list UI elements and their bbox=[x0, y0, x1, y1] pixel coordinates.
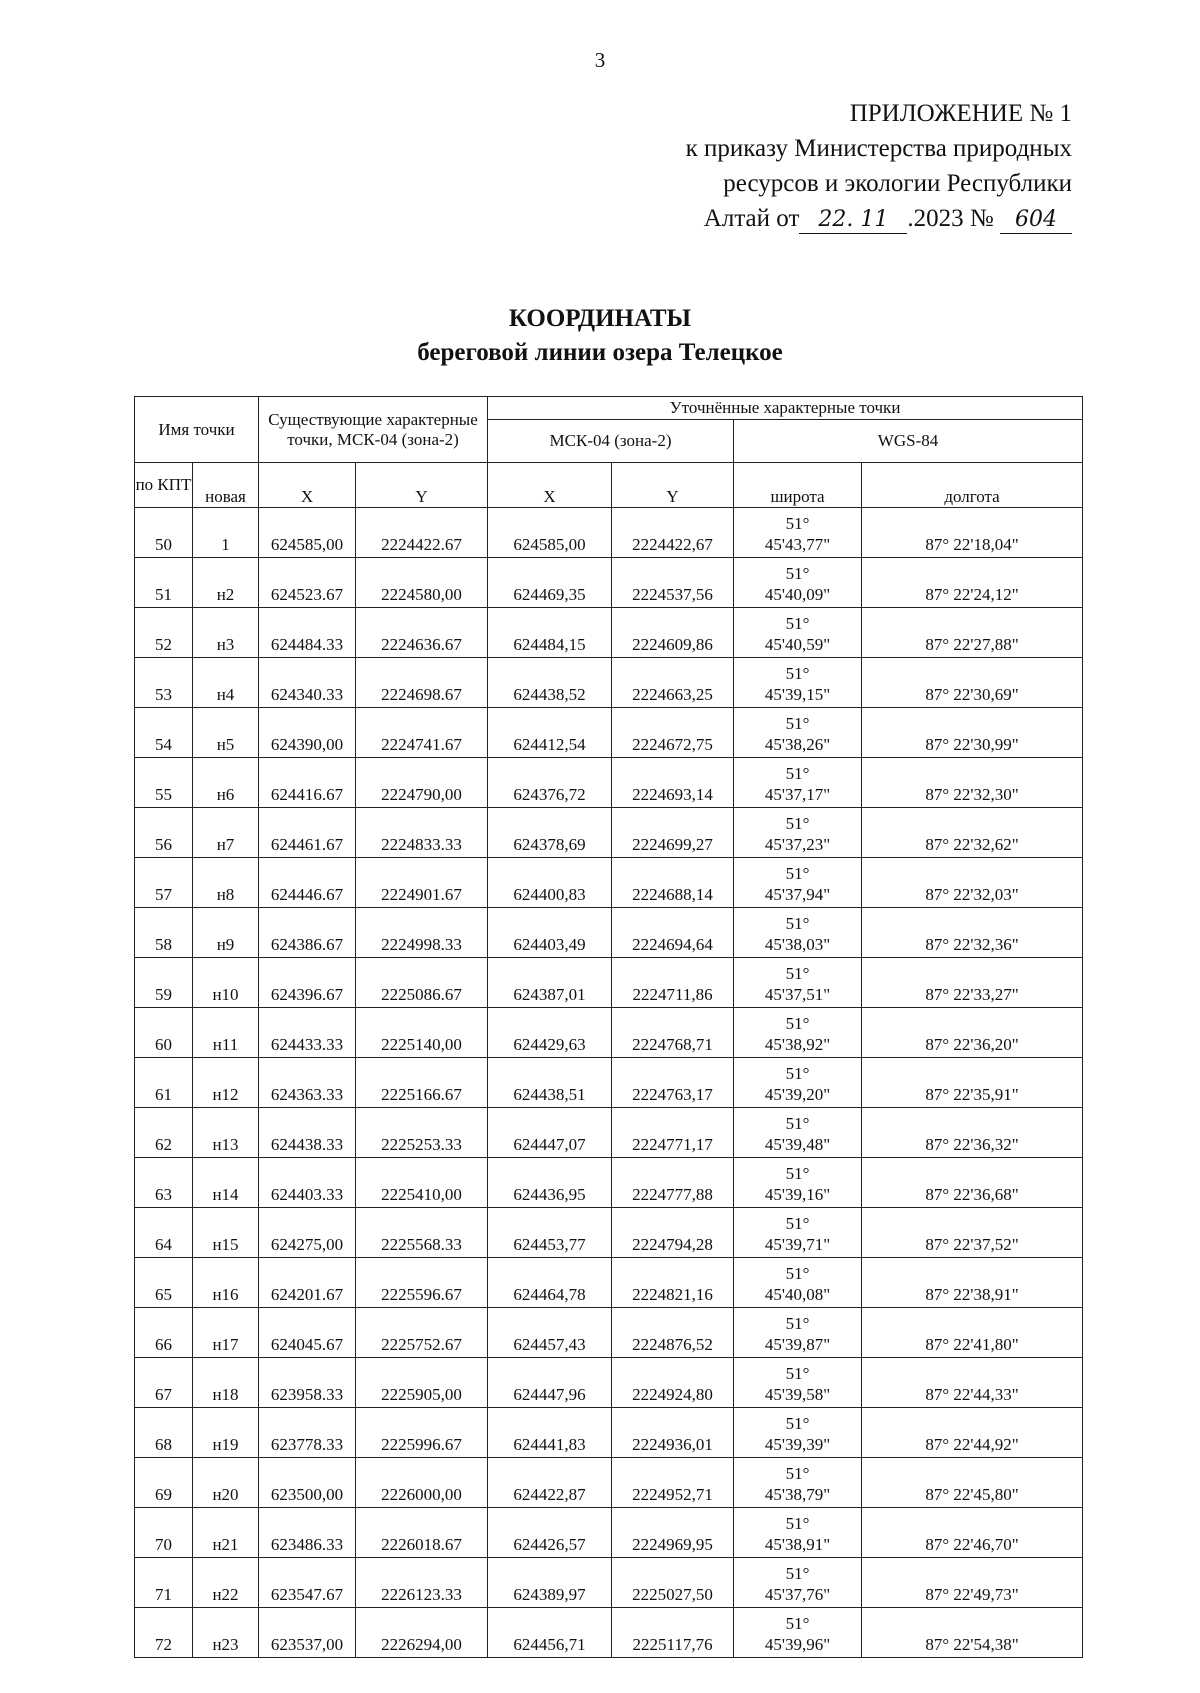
header-point-name: Имя точки bbox=[135, 397, 259, 463]
cell-x-refined: 624436,95 bbox=[488, 1158, 612, 1208]
table-row bbox=[135, 1158, 1083, 1208]
cell-x-refined: 624389,97 bbox=[488, 1558, 612, 1608]
cell-y-refined: 2224952,71 bbox=[612, 1458, 734, 1508]
latitude-degrees: 51° bbox=[785, 1264, 810, 1283]
cell-new: н3 bbox=[193, 608, 259, 658]
page-number: 3 bbox=[594, 48, 606, 72]
cell-new: н7 bbox=[193, 808, 259, 858]
cell-x-existing: 624438.33 bbox=[259, 1108, 356, 1158]
cell-x-existing: 624396.67 bbox=[259, 958, 356, 1008]
cell-new: 1 bbox=[193, 508, 259, 558]
cell-latitude bbox=[734, 508, 862, 558]
latitude-minutes-seconds: 45'39,87" bbox=[764, 1335, 831, 1354]
cell-new: н9 bbox=[193, 908, 259, 958]
cell-kpt: 61 bbox=[135, 1058, 193, 1108]
cell-x-refined: 624447,96 bbox=[488, 1358, 612, 1408]
cell-longitude: 87° 22'54,38" bbox=[862, 1608, 1083, 1658]
cell-latitude bbox=[734, 1258, 862, 1308]
cell-y-refined: 2224821,16 bbox=[612, 1258, 734, 1308]
cell-y-existing: 2225086.67 bbox=[356, 958, 488, 1008]
cell-new: н13 bbox=[193, 1108, 259, 1158]
latitude-minutes-seconds: 45'40,08" bbox=[764, 1285, 831, 1304]
cell-y-refined: 2224699,27 bbox=[612, 808, 734, 858]
latitude-minutes-seconds: 45'43,77" bbox=[764, 535, 831, 554]
cell-longitude: 87° 22'46,70" bbox=[862, 1508, 1083, 1558]
cell-y-existing: 2226123.33 bbox=[356, 1558, 488, 1608]
header-longitude: долгота bbox=[862, 463, 1083, 508]
cell-longitude: 87° 22'41,80" bbox=[862, 1308, 1083, 1358]
latitude-minutes-seconds: 45'39,20" bbox=[764, 1085, 831, 1104]
cell-latitude bbox=[734, 1158, 862, 1208]
cell-y-existing: 2226000,00 bbox=[356, 1458, 488, 1508]
cell-x-refined: 624376,72 bbox=[488, 758, 612, 808]
cell-y-refined: 2224694,64 bbox=[612, 908, 734, 958]
cell-x-existing: 624523.67 bbox=[259, 558, 356, 608]
cell-new: н23 bbox=[193, 1608, 259, 1658]
latitude-minutes-seconds: 45'39,39" bbox=[764, 1435, 831, 1454]
cell-x-refined: 624441,83 bbox=[488, 1408, 612, 1458]
appendix-date-prefix: Алтай от bbox=[703, 205, 800, 232]
table-row bbox=[135, 1258, 1083, 1308]
latitude-degrees: 51° bbox=[785, 664, 810, 683]
cell-kpt: 53 bbox=[135, 658, 193, 708]
cell-x-existing: 624484.33 bbox=[259, 608, 356, 658]
appendix-year: .2023 № bbox=[907, 205, 994, 232]
latitude-minutes-seconds: 45'38,26" bbox=[764, 735, 831, 754]
cell-x-existing: 624403.33 bbox=[259, 1158, 356, 1208]
cell-kpt: 62 bbox=[135, 1108, 193, 1158]
cell-y-refined: 2224936,01 bbox=[612, 1408, 734, 1458]
cell-new: н16 bbox=[193, 1258, 259, 1308]
document-title bbox=[0, 302, 1200, 370]
latitude-minutes-seconds: 45'38,92" bbox=[764, 1035, 831, 1054]
header-refined-points: Уточнённые характерные точки bbox=[488, 397, 1083, 420]
latitude-minutes-seconds: 45'37,17" bbox=[764, 785, 831, 804]
latitude-minutes-seconds: 45'37,76" bbox=[764, 1585, 831, 1604]
cell-y-refined: 2225027,50 bbox=[612, 1558, 734, 1608]
handwritten-date: 22. 11 bbox=[799, 207, 907, 234]
cell-y-refined: 2224763,17 bbox=[612, 1058, 734, 1108]
latitude-degrees: 51° bbox=[785, 1614, 810, 1633]
cell-longitude: 87° 22'32,30" bbox=[862, 758, 1083, 808]
cell-x-refined: 624585,00 bbox=[488, 508, 612, 558]
header-msk: МСК-04 (зона-2) bbox=[488, 420, 734, 463]
header-wgs: WGS-84 bbox=[734, 420, 1083, 463]
cell-y-existing: 2224698.67 bbox=[356, 658, 488, 708]
cell-longitude: 87° 22'36,20" bbox=[862, 1008, 1083, 1058]
cell-y-refined: 2224609,86 bbox=[612, 608, 734, 658]
cell-x-existing: 624045.67 bbox=[259, 1308, 356, 1358]
cell-y-existing: 2224998.33 bbox=[356, 908, 488, 958]
cell-y-refined: 2224794,28 bbox=[612, 1208, 734, 1258]
table-row bbox=[135, 1208, 1083, 1258]
cell-y-refined: 2224969,95 bbox=[612, 1508, 734, 1558]
cell-longitude: 87° 22'32,03" bbox=[862, 858, 1083, 908]
cell-y-refined: 2224663,25 bbox=[612, 658, 734, 708]
cell-new: н5 bbox=[193, 708, 259, 758]
cell-y-existing: 2224833.33 bbox=[356, 808, 488, 858]
cell-y-refined: 2224672,75 bbox=[612, 708, 734, 758]
cell-y-refined: 2224688,14 bbox=[612, 858, 734, 908]
cell-new: н19 bbox=[193, 1408, 259, 1458]
latitude-minutes-seconds: 45'40,59" bbox=[764, 635, 831, 654]
latitude-minutes-seconds: 45'39,48" bbox=[764, 1135, 831, 1154]
cell-x-refined: 624456,71 bbox=[488, 1608, 612, 1658]
cell-kpt: 65 bbox=[135, 1258, 193, 1308]
appendix-title: ПРИЛОЖЕНИЕ № 1 bbox=[849, 100, 1072, 127]
cell-y-existing: 2225905,00 bbox=[356, 1358, 488, 1408]
cell-x-existing: 624201.67 bbox=[259, 1258, 356, 1308]
cell-latitude bbox=[734, 1208, 862, 1258]
cell-latitude bbox=[734, 858, 862, 908]
appendix-date-line bbox=[552, 201, 1072, 236]
table-row bbox=[135, 1308, 1083, 1358]
table-row bbox=[135, 658, 1083, 708]
cell-y-existing: 2224741.67 bbox=[356, 708, 488, 758]
latitude-degrees: 51° bbox=[785, 1214, 810, 1233]
cell-x-refined: 624457,43 bbox=[488, 1308, 612, 1358]
latitude-minutes-seconds: 45'38,91" bbox=[764, 1535, 831, 1554]
cell-y-existing: 2225568.33 bbox=[356, 1208, 488, 1258]
table-row bbox=[135, 908, 1083, 958]
cell-x-refined: 624400,83 bbox=[488, 858, 612, 908]
cell-kpt: 63 bbox=[135, 1158, 193, 1208]
cell-x-refined: 624438,51 bbox=[488, 1058, 612, 1108]
cell-x-refined: 624387,01 bbox=[488, 958, 612, 1008]
cell-kpt: 70 bbox=[135, 1508, 193, 1558]
latitude-degrees: 51° bbox=[785, 1464, 810, 1483]
table-body bbox=[135, 397, 1083, 1658]
cell-longitude: 87° 22'44,33" bbox=[862, 1358, 1083, 1408]
cell-y-existing: 2226294,00 bbox=[356, 1608, 488, 1658]
cell-x-refined: 624378,69 bbox=[488, 808, 612, 858]
cell-longitude: 87° 22'44,92" bbox=[862, 1408, 1083, 1458]
appendix-header bbox=[552, 96, 1072, 236]
cell-x-existing: 624461.67 bbox=[259, 808, 356, 858]
cell-latitude bbox=[734, 708, 862, 758]
latitude-degrees: 51° bbox=[785, 564, 810, 583]
latitude-degrees: 51° bbox=[785, 1014, 810, 1033]
latitude-minutes-seconds: 45'39,58" bbox=[764, 1385, 831, 1404]
cell-latitude bbox=[734, 1458, 862, 1508]
cell-longitude: 87° 22'24,12" bbox=[862, 558, 1083, 608]
cell-y-refined: 2224924,80 bbox=[612, 1358, 734, 1408]
cell-kpt: 59 bbox=[135, 958, 193, 1008]
cell-longitude: 87° 22'35,91" bbox=[862, 1058, 1083, 1108]
latitude-minutes-seconds: 45'37,23" bbox=[764, 835, 831, 854]
latitude-minutes-seconds: 45'39,16" bbox=[764, 1185, 831, 1204]
latitude-degrees: 51° bbox=[785, 1564, 810, 1583]
cell-longitude: 87° 22'30,99" bbox=[862, 708, 1083, 758]
cell-y-refined: 2224768,71 bbox=[612, 1008, 734, 1058]
cell-new: н10 bbox=[193, 958, 259, 1008]
cell-x-refined: 624422,87 bbox=[488, 1458, 612, 1508]
cell-x-existing: 623486.33 bbox=[259, 1508, 356, 1558]
cell-y-existing: 2225752.67 bbox=[356, 1308, 488, 1358]
cell-x-existing: 624275,00 bbox=[259, 1208, 356, 1258]
latitude-degrees: 51° bbox=[785, 1114, 810, 1133]
header-by-kpt: по КПТ bbox=[135, 463, 193, 508]
cell-y-existing: 2224636.67 bbox=[356, 608, 488, 658]
cell-kpt: 69 bbox=[135, 1458, 193, 1508]
header-x-refined: X bbox=[488, 463, 612, 508]
cell-x-refined: 624469,35 bbox=[488, 558, 612, 608]
cell-x-existing: 624390,00 bbox=[259, 708, 356, 758]
cell-latitude bbox=[734, 1008, 862, 1058]
cell-kpt: 56 bbox=[135, 808, 193, 858]
header-row-3 bbox=[135, 463, 1083, 508]
cell-latitude bbox=[734, 1408, 862, 1458]
latitude-degrees: 51° bbox=[785, 1514, 810, 1533]
header-existing-points: Существующие характерные точки, МСК-04 (зона-2) bbox=[259, 397, 488, 463]
cell-latitude bbox=[734, 1358, 862, 1408]
cell-y-existing: 2224422.67 bbox=[356, 508, 488, 558]
header-new: новая bbox=[193, 463, 259, 508]
cell-y-refined: 2224422,67 bbox=[612, 508, 734, 558]
cell-latitude bbox=[734, 1308, 862, 1358]
latitude-minutes-seconds: 45'39,15" bbox=[764, 685, 831, 704]
cell-kpt: 66 bbox=[135, 1308, 193, 1358]
cell-new: н8 bbox=[193, 858, 259, 908]
title-sub: береговой линии озера Телецкое bbox=[417, 339, 783, 366]
cell-longitude: 87° 22'33,27" bbox=[862, 958, 1083, 1008]
cell-kpt: 71 bbox=[135, 1558, 193, 1608]
cell-y-existing: 2225140,00 bbox=[356, 1008, 488, 1058]
latitude-minutes-seconds: 45'39,71" bbox=[764, 1235, 831, 1254]
cell-kpt: 55 bbox=[135, 758, 193, 808]
cell-longitude: 87° 22'37,52" bbox=[862, 1208, 1083, 1258]
latitude-degrees: 51° bbox=[785, 764, 810, 783]
table-row bbox=[135, 508, 1083, 558]
cell-y-existing: 2225410,00 bbox=[356, 1158, 488, 1208]
table-row bbox=[135, 1358, 1083, 1408]
latitude-degrees: 51° bbox=[785, 1164, 810, 1183]
cell-x-existing: 624585,00 bbox=[259, 508, 356, 558]
cell-y-existing: 2225996.67 bbox=[356, 1408, 488, 1458]
cell-x-refined: 624438,52 bbox=[488, 658, 612, 708]
latitude-minutes-seconds: 45'39,96" bbox=[764, 1635, 831, 1654]
cell-y-refined: 2224876,52 bbox=[612, 1308, 734, 1358]
table-row bbox=[135, 1508, 1083, 1558]
cell-kpt: 67 bbox=[135, 1358, 193, 1408]
table-row bbox=[135, 1058, 1083, 1108]
cell-x-existing: 624416.67 bbox=[259, 758, 356, 808]
cell-kpt: 52 bbox=[135, 608, 193, 658]
table-row bbox=[135, 1458, 1083, 1508]
cell-longitude: 87° 22'18,04" bbox=[862, 508, 1083, 558]
latitude-minutes-seconds: 45'37,51" bbox=[764, 985, 831, 1004]
cell-latitude bbox=[734, 1058, 862, 1108]
cell-latitude bbox=[734, 808, 862, 858]
cell-new: н17 bbox=[193, 1308, 259, 1358]
cell-y-refined: 2224771,17 bbox=[612, 1108, 734, 1158]
cell-x-existing: 624386.67 bbox=[259, 908, 356, 958]
cell-longitude: 87° 22'38,91" bbox=[862, 1258, 1083, 1308]
cell-new: н18 bbox=[193, 1358, 259, 1408]
table-row bbox=[135, 958, 1083, 1008]
header-latitude: широта bbox=[734, 463, 862, 508]
cell-latitude bbox=[734, 1608, 862, 1658]
cell-y-existing: 2224790,00 bbox=[356, 758, 488, 808]
table-row bbox=[135, 1558, 1083, 1608]
cell-kpt: 54 bbox=[135, 708, 193, 758]
cell-longitude: 87° 22'30,69" bbox=[862, 658, 1083, 708]
latitude-degrees: 51° bbox=[785, 814, 810, 833]
latitude-minutes-seconds: 45'37,94" bbox=[764, 885, 831, 904]
table-row bbox=[135, 758, 1083, 808]
cell-latitude bbox=[734, 758, 862, 808]
cell-y-refined: 2224693,14 bbox=[612, 758, 734, 808]
cell-latitude bbox=[734, 558, 862, 608]
cell-latitude bbox=[734, 658, 862, 708]
latitude-minutes-seconds: 45'38,79" bbox=[764, 1485, 831, 1504]
appendix-ministry-line: ресурсов и экологии Республики bbox=[723, 170, 1072, 197]
coordinates-table-wrap bbox=[134, 396, 1083, 1658]
appendix-order-line: к приказу Министерства природных bbox=[685, 135, 1072, 162]
cell-x-existing: 624363.33 bbox=[259, 1058, 356, 1108]
cell-x-refined: 624464,78 bbox=[488, 1258, 612, 1308]
cell-x-existing: 623547.67 bbox=[259, 1558, 356, 1608]
cell-x-refined: 624429,63 bbox=[488, 1008, 612, 1058]
cell-latitude bbox=[734, 958, 862, 1008]
cell-x-refined: 624447,07 bbox=[488, 1108, 612, 1158]
cell-new: н20 bbox=[193, 1458, 259, 1508]
cell-x-existing: 624433.33 bbox=[259, 1008, 356, 1058]
latitude-degrees: 51° bbox=[785, 514, 810, 533]
latitude-degrees: 51° bbox=[785, 1064, 810, 1083]
cell-x-refined: 624426,57 bbox=[488, 1508, 612, 1558]
cell-longitude: 87° 22'45,80" bbox=[862, 1458, 1083, 1508]
cell-new: н22 bbox=[193, 1558, 259, 1608]
latitude-degrees: 51° bbox=[785, 864, 810, 883]
title-main: КООРДИНАТЫ bbox=[508, 305, 692, 332]
cell-kpt: 51 bbox=[135, 558, 193, 608]
cell-x-existing: 623778.33 bbox=[259, 1408, 356, 1458]
header-y-refined: Y bbox=[612, 463, 734, 508]
header-y-existing: Y bbox=[356, 463, 488, 508]
table-row bbox=[135, 708, 1083, 758]
table-row bbox=[135, 558, 1083, 608]
latitude-degrees: 51° bbox=[785, 1364, 810, 1383]
cell-y-existing: 2224580,00 bbox=[356, 558, 488, 608]
table-row bbox=[135, 1608, 1083, 1658]
handwritten-order-number: 604 bbox=[1000, 207, 1072, 234]
table-row bbox=[135, 1008, 1083, 1058]
table-row bbox=[135, 1108, 1083, 1158]
cell-x-existing: 623500,00 bbox=[259, 1458, 356, 1508]
table-row bbox=[135, 808, 1083, 858]
latitude-degrees: 51° bbox=[785, 964, 810, 983]
cell-kpt: 60 bbox=[135, 1008, 193, 1058]
latitude-minutes-seconds: 45'40,09" bbox=[764, 585, 831, 604]
cell-longitude: 87° 22'32,62" bbox=[862, 808, 1083, 858]
cell-kpt: 68 bbox=[135, 1408, 193, 1458]
cell-y-existing: 2225596.67 bbox=[356, 1258, 488, 1308]
latitude-minutes-seconds: 45'38,03" bbox=[764, 935, 831, 954]
cell-kpt: 64 bbox=[135, 1208, 193, 1258]
cell-kpt: 57 bbox=[135, 858, 193, 908]
cell-x-refined: 624412,54 bbox=[488, 708, 612, 758]
cell-y-existing: 2225253.33 bbox=[356, 1108, 488, 1158]
cell-x-existing: 624446.67 bbox=[259, 858, 356, 908]
cell-longitude: 87° 22'36,68" bbox=[862, 1158, 1083, 1208]
latitude-degrees: 51° bbox=[785, 914, 810, 933]
cell-new: н12 bbox=[193, 1058, 259, 1108]
cell-longitude: 87° 22'49,73" bbox=[862, 1558, 1083, 1608]
cell-y-existing: 2226018.67 bbox=[356, 1508, 488, 1558]
cell-latitude bbox=[734, 1508, 862, 1558]
cell-new: н15 bbox=[193, 1208, 259, 1258]
coordinates-table bbox=[134, 396, 1083, 1658]
cell-new: н11 bbox=[193, 1008, 259, 1058]
cell-kpt: 58 bbox=[135, 908, 193, 958]
cell-x-existing: 623537,00 bbox=[259, 1608, 356, 1658]
cell-y-existing: 2225166.67 bbox=[356, 1058, 488, 1108]
table-row bbox=[135, 858, 1083, 908]
cell-longitude: 87° 22'36,32" bbox=[862, 1108, 1083, 1158]
header-row-1 bbox=[135, 397, 1083, 420]
cell-y-refined: 2224711,86 bbox=[612, 958, 734, 1008]
latitude-degrees: 51° bbox=[785, 614, 810, 633]
cell-x-refined: 624453,77 bbox=[488, 1208, 612, 1258]
header-x-existing: X bbox=[259, 463, 356, 508]
latitude-degrees: 51° bbox=[785, 1414, 810, 1433]
cell-longitude: 87° 22'27,88" bbox=[862, 608, 1083, 658]
table-row bbox=[135, 608, 1083, 658]
cell-y-refined: 2224537,56 bbox=[612, 558, 734, 608]
cell-y-refined: 2224777,88 bbox=[612, 1158, 734, 1208]
cell-y-refined: 2225117,76 bbox=[612, 1608, 734, 1658]
table-row bbox=[135, 1408, 1083, 1458]
cell-new: н21 bbox=[193, 1508, 259, 1558]
cell-new: н14 bbox=[193, 1158, 259, 1208]
cell-latitude bbox=[734, 908, 862, 958]
cell-kpt: 50 bbox=[135, 508, 193, 558]
cell-longitude: 87° 22'32,36" bbox=[862, 908, 1083, 958]
cell-y-existing: 2224901.67 bbox=[356, 858, 488, 908]
cell-latitude bbox=[734, 1108, 862, 1158]
cell-new: н6 bbox=[193, 758, 259, 808]
cell-x-refined: 624484,15 bbox=[488, 608, 612, 658]
latitude-degrees: 51° bbox=[785, 714, 810, 733]
cell-x-existing: 623958.33 bbox=[259, 1358, 356, 1408]
latitude-degrees: 51° bbox=[785, 1314, 810, 1333]
cell-new: н4 bbox=[193, 658, 259, 708]
cell-x-refined: 624403,49 bbox=[488, 908, 612, 958]
cell-latitude bbox=[734, 1558, 862, 1608]
cell-kpt: 72 bbox=[135, 1608, 193, 1658]
cell-new: н2 bbox=[193, 558, 259, 608]
cell-x-existing: 624340.33 bbox=[259, 658, 356, 708]
cell-latitude bbox=[734, 608, 862, 658]
